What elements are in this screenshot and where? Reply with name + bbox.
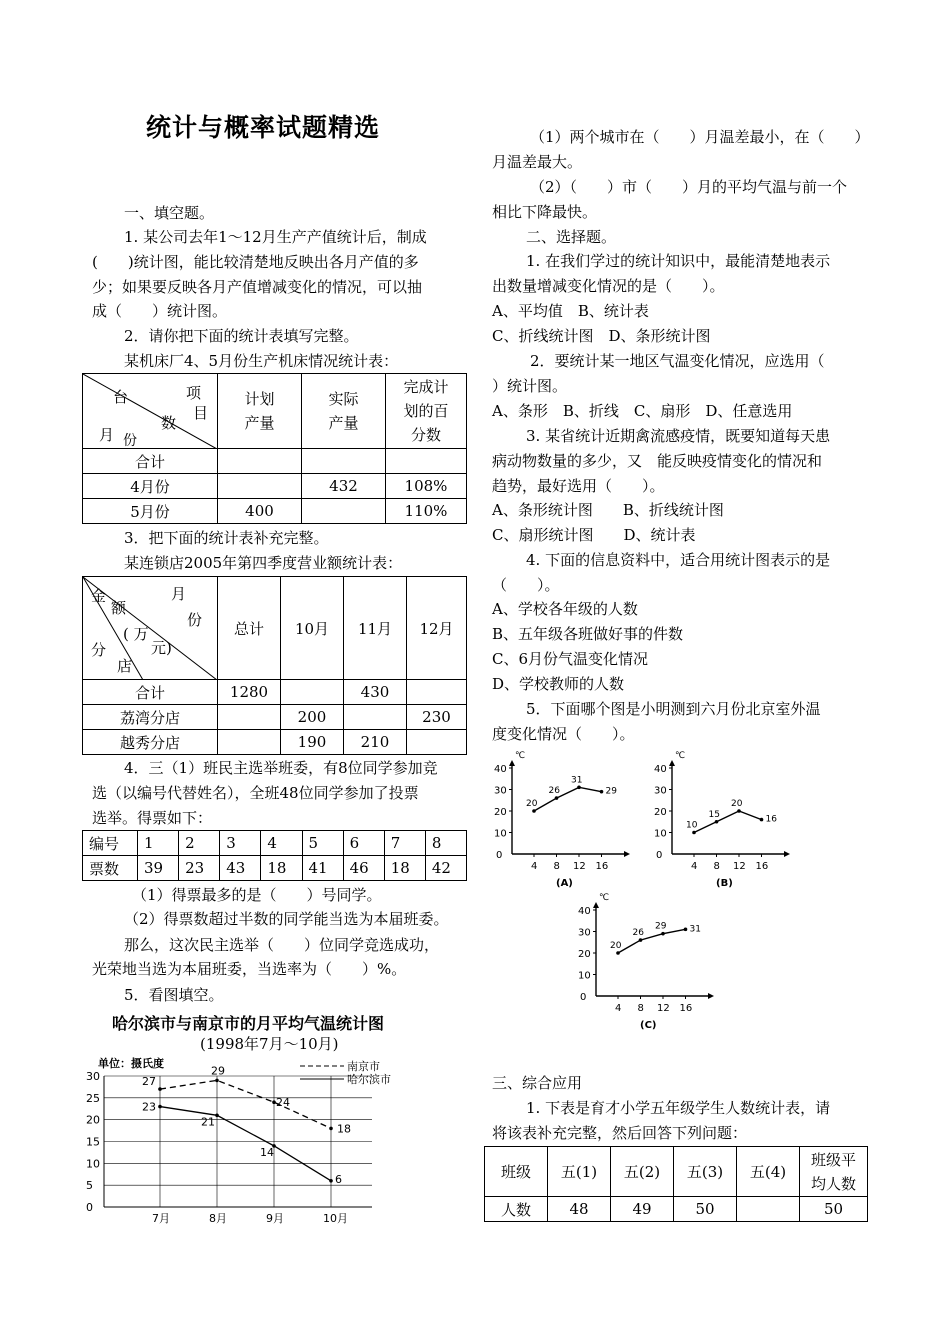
table-cell [737,1197,800,1222]
app1-line: 将该表补充完整，然后回答下列问题： [492,1124,748,1142]
data-point [577,786,581,790]
table-cell: 荔湾分店 [83,705,218,730]
c4-option: C、6月份气温变化情况 [492,650,649,668]
table-corner-header: 金 额 月 份 ( 万 元) 分 店 [83,577,218,680]
data-label: 29 [605,786,617,797]
table-cell [281,680,344,705]
table-cell: 合计 [83,680,218,705]
c2-line: 2．要统计某一地区气温变化情况，应选用（ [530,352,825,370]
data-label: 29 [211,1064,225,1078]
q4-sub: 那么，这次民主选举（ ）位同学竞选成功， [124,936,440,954]
c3-line: 3. 某省统计近期禽流感疫情，既要知道每天患 [526,427,831,445]
x-tick-label: 16 [595,861,609,872]
c2-line: ）统计图。 [492,377,568,395]
series-line [534,787,602,811]
data-point [661,932,665,936]
header-cell: 班级平 均人数 [800,1147,868,1197]
store-revenue-table [82,576,467,755]
y-tick-label: 30 [578,927,591,939]
header-cell: 完成计 划的百 分数 [386,374,467,449]
c1-line: 出数量增减变化情况的是（ ）。 [492,277,725,295]
header-cell: 实际 产量 [302,374,386,449]
header-cell: 班级 [485,1147,548,1197]
y-tick-label: 40 [654,764,667,775]
data-label: 20 [526,799,538,809]
q4-sub: 光荣地当选为本届班委，当选率为（ ）%。 [92,960,407,978]
table-cell: 8 [425,831,466,856]
c3-option: A、条形统计图 B、折线统计图 [492,501,724,519]
x-tick-label: 4 [615,1003,622,1014]
table-cell: 110% [386,499,467,524]
x-tick-label: 12 [733,861,746,872]
q2-caption: 某机床厂4、5月份生产机床情况统计表： [124,352,399,370]
table-cell: 票数 [83,856,138,881]
table-row [83,705,467,730]
unit-label: ℃ [675,751,686,761]
data-label: 31 [689,924,701,935]
q4-line: 选举。得票如下： [92,809,213,827]
y-tick-label: 0 [86,1201,93,1214]
c4-option: A、学校各年级的人数 [492,600,638,618]
c3-line: 趋势，最好选用（ ）。 [492,477,665,495]
arrow-icon [784,851,790,857]
y-tick-label: 30 [654,785,667,797]
c3-option: C、扇形统计图 D、统计表 [492,526,696,544]
table-cell [407,680,467,705]
mini-chart-b [652,748,797,893]
q5-sub: （1）两个城市在（ ）月温差最小，在（ ） [530,128,870,146]
table-cell: 108% [386,474,467,499]
legend-harbin: 哈尔滨市 [347,1073,391,1086]
c4-line: （ ）。 [492,576,560,594]
data-label: 26 [548,786,560,797]
data-point [158,1105,162,1109]
data-point [215,1114,219,1118]
header-cell: 10月 [281,577,344,680]
unit-label: ℃ [599,893,610,903]
c4-line: 4. 下面的信息资料中，适合用统计图表示的是 [526,551,831,569]
table-cell: 5月份 [83,499,218,524]
data-point [329,1179,333,1183]
table-cell: 7 [384,831,425,856]
q1-line: ( )统计图，能比较清楚地反映出各月产值的多 [92,253,419,271]
data-label: 24 [276,1096,290,1110]
x-tick-label: 10月 [323,1212,348,1225]
table-row [83,449,467,474]
mini-chart-a [492,748,637,893]
app1-line: 1. 下表是育才小学五年级学生人数统计表，请 [526,1099,831,1117]
table-cell [386,449,467,474]
table-cell: 1 [138,831,179,856]
table-cell: 合计 [83,449,218,474]
table-cell: 41 [302,856,343,881]
y-tick-label: 30 [494,785,507,797]
data-point [616,951,620,955]
header-cell: 五(2) [611,1147,674,1197]
y-tick-label: 15 [86,1135,100,1149]
series-line-nanjing [160,1080,331,1128]
series-line [694,811,762,833]
data-label: 29 [655,921,667,932]
data-point [737,809,741,813]
table-cell: 210 [344,730,407,755]
c1-option: A、平均值 B、统计表 [492,302,649,320]
table-cell [218,730,281,755]
table-cell [218,474,302,499]
arrow-icon [624,851,630,857]
mini-chart-c [576,890,721,1035]
table-cell: 400 [218,499,302,524]
q5-sub: 相比下降最快。 [492,203,598,221]
q2-text: 2．请你把下面的统计表填写完整。 [124,327,359,345]
y-tick-label: 10 [578,970,591,982]
x-tick-label: 16 [679,1003,693,1014]
data-label: 14 [260,1145,274,1159]
y-tick-label: 5 [86,1179,93,1193]
table-corner-header: 台 项 目 数 月 份 [83,374,218,449]
q4-line: 4．三（1）班民主选举班委，有8位同学参加竞 [124,759,438,777]
y-tick-label: 40 [494,764,507,775]
data-point [760,818,764,822]
header-cell: 五(1) [548,1147,611,1197]
y-tick-label: 0 [496,850,503,861]
data-point [532,809,536,813]
table-cell: 越秀分店 [83,730,218,755]
page-title: 统计与概率试题精选 [146,113,381,142]
table-cell: 432 [302,474,386,499]
table-cell: 3 [220,831,261,856]
c4-option: B、五年级各班做好事的件数 [492,625,684,643]
unit-label: ℃ [515,751,526,761]
table-cell [218,449,302,474]
y-tick-label: 40 [578,906,591,917]
table-row [83,499,467,524]
table-cell: 430 [344,680,407,705]
y-tick-label: 10 [654,828,667,840]
table-cell: 39 [138,856,179,881]
table-cell: 230 [407,705,467,730]
series-line-harbin [160,1107,331,1181]
y-tick-label: 20 [494,807,507,818]
vote-table [82,830,467,881]
chart-letter-label: (B) [716,878,733,889]
c3-line: 病动物数量的多少，又 能反映疫情变化的情况和 [492,452,823,470]
table-cell: 49 [611,1197,674,1222]
c5-line: 5．下面哪个图是小明测到六月份北京室外温 [526,700,821,718]
table-cell [344,705,407,730]
arrow-icon [708,993,714,999]
data-label: 20 [731,799,743,809]
q3-caption: 某连锁店2005年第四季度营业额统计表： [124,554,403,572]
c1-option: C、折线统计图 D、条形统计图 [492,327,711,345]
header-cell: 五(3) [674,1147,737,1197]
header-cell: 计划 产量 [218,374,302,449]
table-cell: 200 [281,705,344,730]
data-label: 20 [610,941,622,951]
table-cell: 6 [343,831,384,856]
y-tick-label: 0 [580,992,587,1003]
data-point [555,796,559,800]
x-tick-label: 9月 [266,1212,284,1225]
data-label: 31 [571,775,583,786]
header-cell: 五(4) [737,1147,800,1197]
q4-sub: （2）得票数超过半数的同学能当选为本届班委。 [124,910,449,928]
table-cell: 2 [179,831,220,856]
q5-text: 5．看图填空。 [124,986,224,1004]
y-tick-label: 30 [86,1070,100,1083]
table-cell [302,499,386,524]
x-tick-label: 12 [573,861,586,872]
q5-sub: 月温差最大。 [492,153,583,171]
x-tick-label: 8 [713,861,720,872]
table-cell [302,449,386,474]
table-cell: 46 [343,856,384,881]
y-tick-label: 10 [86,1157,100,1171]
data-label: 15 [708,809,720,820]
x-tick-label: 12 [657,1003,670,1014]
q1-line: 1. 某公司去年1～12月生产产值统计后，制成 [124,228,427,246]
data-label: 6 [335,1172,342,1186]
header-cell: 12月 [407,577,467,680]
section-choice: 二、选择题。 [526,228,617,246]
table-row [83,474,467,499]
data-label: 16 [765,814,777,825]
data-point [715,820,719,824]
table-cell: 18 [384,856,425,881]
table-row [83,856,467,881]
c5-line: 度变化情况（ ）。 [492,725,635,743]
table-row [485,1147,868,1197]
table-row [83,680,467,705]
c2-option: A、条形 B、折线 C、扇形 D、任意选用 [492,402,793,420]
table-cell: 5 [302,831,343,856]
student-count-table [484,1146,868,1222]
table-cell: 18 [261,856,302,881]
y-tick-label: 20 [578,949,591,960]
q1-line: 成（ ）统计图。 [92,302,228,320]
legend-nanjing: 南京市 [347,1060,380,1073]
q5-sub: （2）（ ）市（ ）月的平均气温与前一个 [530,178,848,196]
q3-text: 3．把下面的统计表补充完整。 [124,529,329,547]
data-point [215,1079,219,1083]
table-cell [218,705,281,730]
table-cell: 编号 [83,831,138,856]
data-point [684,928,688,932]
table-cell: 50 [674,1197,737,1222]
x-tick-label: 8 [637,1003,644,1014]
x-tick-label: 8 [553,861,560,872]
data-label: 26 [632,928,644,939]
x-tick-label: 4 [531,861,538,872]
machine-production-table [82,373,467,524]
header-cell: 总计 [218,577,281,680]
x-tick-label: 4 [691,861,698,872]
x-tick-label: 16 [755,861,769,872]
table-cell: 48 [548,1197,611,1222]
series-line [618,929,686,953]
chart-subtitle: (1998年7月～10月) [200,1035,339,1053]
data-point [329,1127,333,1131]
y-tick-label: 10 [494,828,507,840]
table-cell: 4 [261,831,302,856]
q4-line: 选（以编号代替姓名），全班48位同学参加了投票 [92,784,419,802]
section-application: 三、综合应用 [492,1074,583,1092]
table-cell: 23 [179,856,220,881]
table-cell: 人数 [485,1197,548,1222]
data-label: 21 [201,1115,215,1129]
y-tick-label: 25 [86,1091,100,1105]
temperature-line-chart [82,1052,432,1227]
chart-letter-label: (A) [556,878,573,889]
data-point [692,831,696,835]
table-cell: 42 [425,856,466,881]
table-cell [407,730,467,755]
y-tick-label: 20 [654,807,667,818]
table-cell: 190 [281,730,344,755]
table-cell: 43 [220,856,261,881]
c4-option: D、学校教师的人数 [492,675,625,693]
data-label: 18 [337,1122,351,1136]
chart-unit-label: 单位：摄氏度 [98,1057,164,1070]
section-fill-blank: 一、填空题。 [124,204,215,222]
data-point [639,938,643,942]
q4-sub: （1）得票最多的是（ ）号同学。 [132,886,382,904]
table-cell: 50 [800,1197,868,1222]
data-point [600,790,604,794]
data-label: 23 [142,1100,156,1114]
y-tick-label: 0 [656,850,663,861]
c1-line: 1. 在我们学过的统计知识中，最能清楚地表示 [526,252,831,270]
data-label: 10 [686,820,698,831]
data-label: 27 [142,1075,156,1089]
data-point [158,1087,162,1091]
x-tick-label: 8月 [209,1212,227,1225]
y-tick-label: 20 [86,1113,100,1127]
table-cell: 1280 [218,680,281,705]
table-cell: 4月份 [83,474,218,499]
x-tick-label: 7月 [152,1212,170,1225]
chart-title: 哈尔滨市与南京市的月平均气温统计图 [112,1014,385,1033]
q1-line: 少；如果要反映各月产值增减变化的情况，可以抽 [92,278,423,296]
table-row [83,730,467,755]
chart-letter-label: (C) [640,1020,657,1031]
table-row [485,1197,868,1222]
table-row [83,831,467,856]
header-cell: 11月 [344,577,407,680]
